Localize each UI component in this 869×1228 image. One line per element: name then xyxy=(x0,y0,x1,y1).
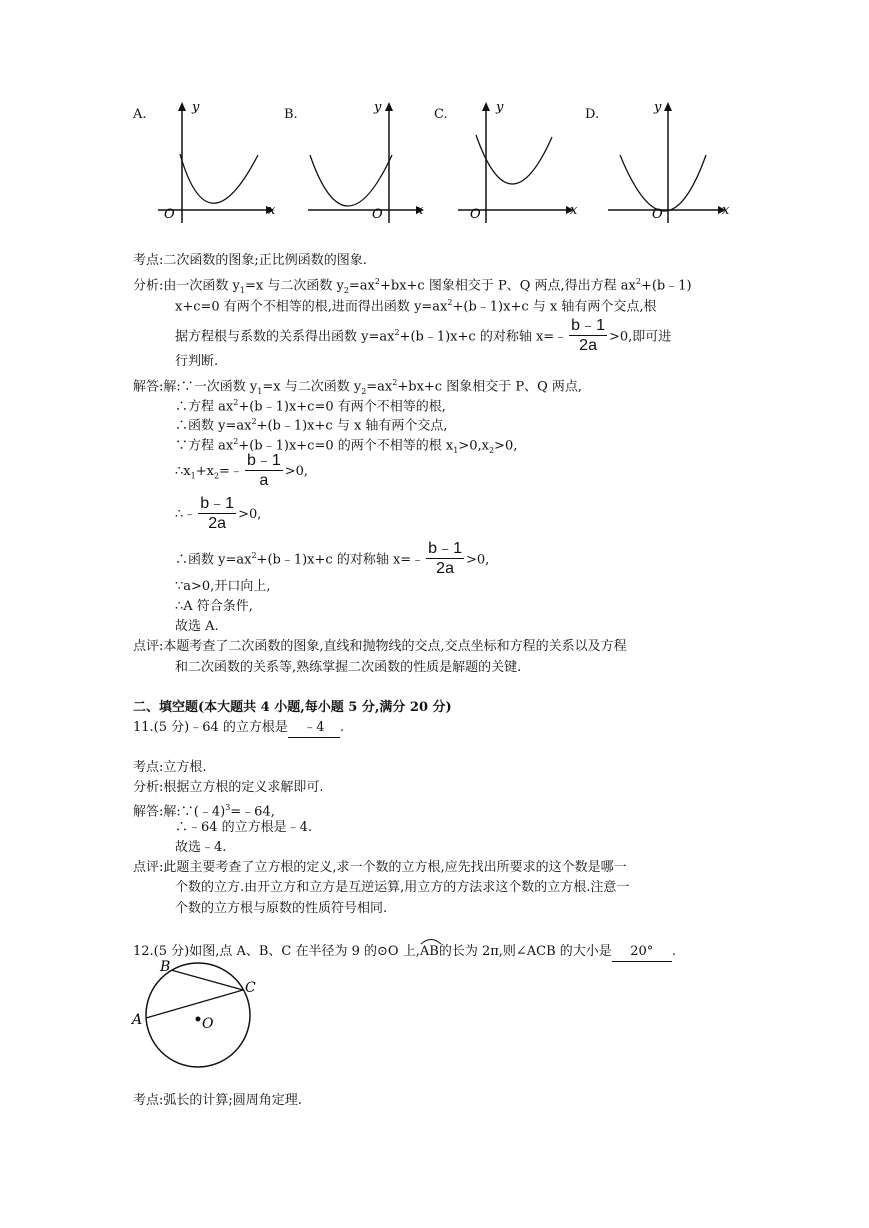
q11-stem: 11.(5 分)﹣64 的立方根是 ﹣4 . xyxy=(133,719,344,738)
circle-figure xyxy=(128,958,268,1073)
q12-stem: 12.(5 分)如图,点 A、B、C 在半径为 9 的⊙O 上, AB的长为 2π,则∠ACB 的大小是 20° . xyxy=(133,943,676,962)
q10-step8: ∵a>0,开口向上, xyxy=(175,579,271,594)
fraction: $\frac{b﹣1}{2a}$ xyxy=(428,540,462,578)
point-b-label: B xyxy=(160,959,171,975)
q11-jieda-line1: 解答:解:∵(﹣4)$^3$=﹣64, xyxy=(133,803,275,820)
q12-kaodian: 考点:弧长的计算;圆周角定理. xyxy=(133,1093,302,1108)
q10-fenxi-line3: 据方程根与系数的关系得出函数 $y=ax^2+(b﹣1)x+c$ 的对称轴 x=﹣ $\frac{b﹣1}{2a}$ >0,即可进 xyxy=(175,317,672,355)
q10-fenxi-line2: x+c=0 有两个不相等的根,进而得出函数 $y=ax^2+(b﹣1)x+c$ 与 x 轴有两个交点,根 xyxy=(175,298,657,315)
q10-dianping-line1: 点评:本题考查了二次函数的图象,直线和抛物线的交点,交点坐标和方程的关系以及方程 xyxy=(133,639,627,654)
q11-dianping-line2: 个数的立方.由开立方和立方是互逆运算,用立方的方法求这个数的立方根.注意一 xyxy=(175,880,630,895)
graph-a xyxy=(150,97,285,227)
q10-kaodian: 考点:二次函数的图象;正比例函数的图象. xyxy=(133,253,367,268)
graph-d xyxy=(600,97,738,227)
option-letter-d: D. xyxy=(585,107,600,122)
q10-step4: ∵方程 $ax^2+(b﹣1)x+c=0$ 的两个不相等的根 $x_1>0,x_2>0$, xyxy=(175,437,518,455)
q11-step2: ∴﹣64 的立方根是﹣4. xyxy=(175,820,313,835)
q10-jieda-line1: 解答:解:∵一次函数 $y_1=x$ 与二次函数 $y_2=ax^2+bx+c$ 图象相交于 P、Q 两点, xyxy=(133,378,583,396)
point-c-label: C xyxy=(245,980,256,996)
graph-c xyxy=(450,97,585,227)
y-label: y xyxy=(374,100,382,115)
q10-dianping-line2: 和二次函数的关系等,熟练掌握二次函数的性质是解题的关键. xyxy=(175,660,522,675)
y-label: y xyxy=(654,100,662,115)
q11-dianping-line3: 个数的立方根与原数的性质符号相同. xyxy=(175,901,388,916)
option-letter-a: A. xyxy=(133,107,147,122)
fraction: $\frac{b﹣1}{2a}$ xyxy=(200,495,235,532)
x-label: x xyxy=(268,203,276,218)
q10-step7: ∴函数 $y=ax^2+(b﹣1)x+c$ 的对称轴 x=﹣ $\frac{b﹣1}{2a}$ >0, xyxy=(175,540,490,578)
fraction: $\frac{b﹣1}{a}$ xyxy=(246,452,281,489)
origin-label: O xyxy=(164,207,175,222)
q10-fenxi-line4: 行判断. xyxy=(175,354,219,369)
y-label: y xyxy=(496,100,504,115)
origin-label: O xyxy=(652,207,663,222)
origin-label: O xyxy=(470,207,481,222)
section-heading: 二、填空题(本大题共 4 小题,每小题 5 分,满分 20 分) xyxy=(133,700,452,715)
q10-step9: ∴A 符合条件, xyxy=(175,599,253,614)
q10-step6: ∴﹣ $\frac{b﹣1}{2a}$ >0, xyxy=(175,495,262,532)
q10-fenxi-line1: 分析:由一次函数 $y_1=x$ 与二次函数 $y_2=ax^2+bx+c$ 图象相交于 P、Q 两点,得出方程 $ax^2+(b﹣1)$ xyxy=(133,277,692,295)
arc-ab: AB xyxy=(420,943,439,961)
q11-answer: ﹣4 xyxy=(288,719,340,738)
q11-dianping-line1: 点评:此题主要考查了立方根的定义,求一个数的立方根,应先找出所要求的这个数是哪一 xyxy=(133,860,627,875)
center-o-label: O xyxy=(202,1016,214,1032)
q10-step5: $\therefore x_1+x_2=﹣$ $\frac{b﹣1}{a}$ >0, xyxy=(175,452,309,489)
q10-step3: ∴函数 $y=ax^2+(b﹣1)x+c$ 与 x 轴有两个交点, xyxy=(175,417,448,434)
option-letter-c: C. xyxy=(434,107,448,122)
q11-kaodian: 考点:立方根. xyxy=(133,760,207,775)
graph-b xyxy=(300,97,435,227)
point-a-label: A xyxy=(132,1012,143,1028)
x-label: x xyxy=(722,203,730,218)
fraction: $\frac{b﹣1}{2a}$ xyxy=(571,317,605,355)
q11-fenxi: 分析:根据立方根的定义求解即可. xyxy=(133,780,324,795)
y-label: y xyxy=(192,100,200,115)
q10-step10: 故选 A. xyxy=(175,619,219,634)
origin-label: O xyxy=(372,207,383,222)
x-label: x xyxy=(570,203,578,218)
q12-answer: 20° xyxy=(612,943,672,962)
x-label: x xyxy=(416,203,424,218)
option-letter-b: B. xyxy=(284,107,298,122)
q11-step3: 故选﹣4. xyxy=(175,840,227,855)
q10-step2: ∴方程 $ax^2+(b﹣1)x+c=0$ 有两个不相等的根, xyxy=(175,398,446,415)
